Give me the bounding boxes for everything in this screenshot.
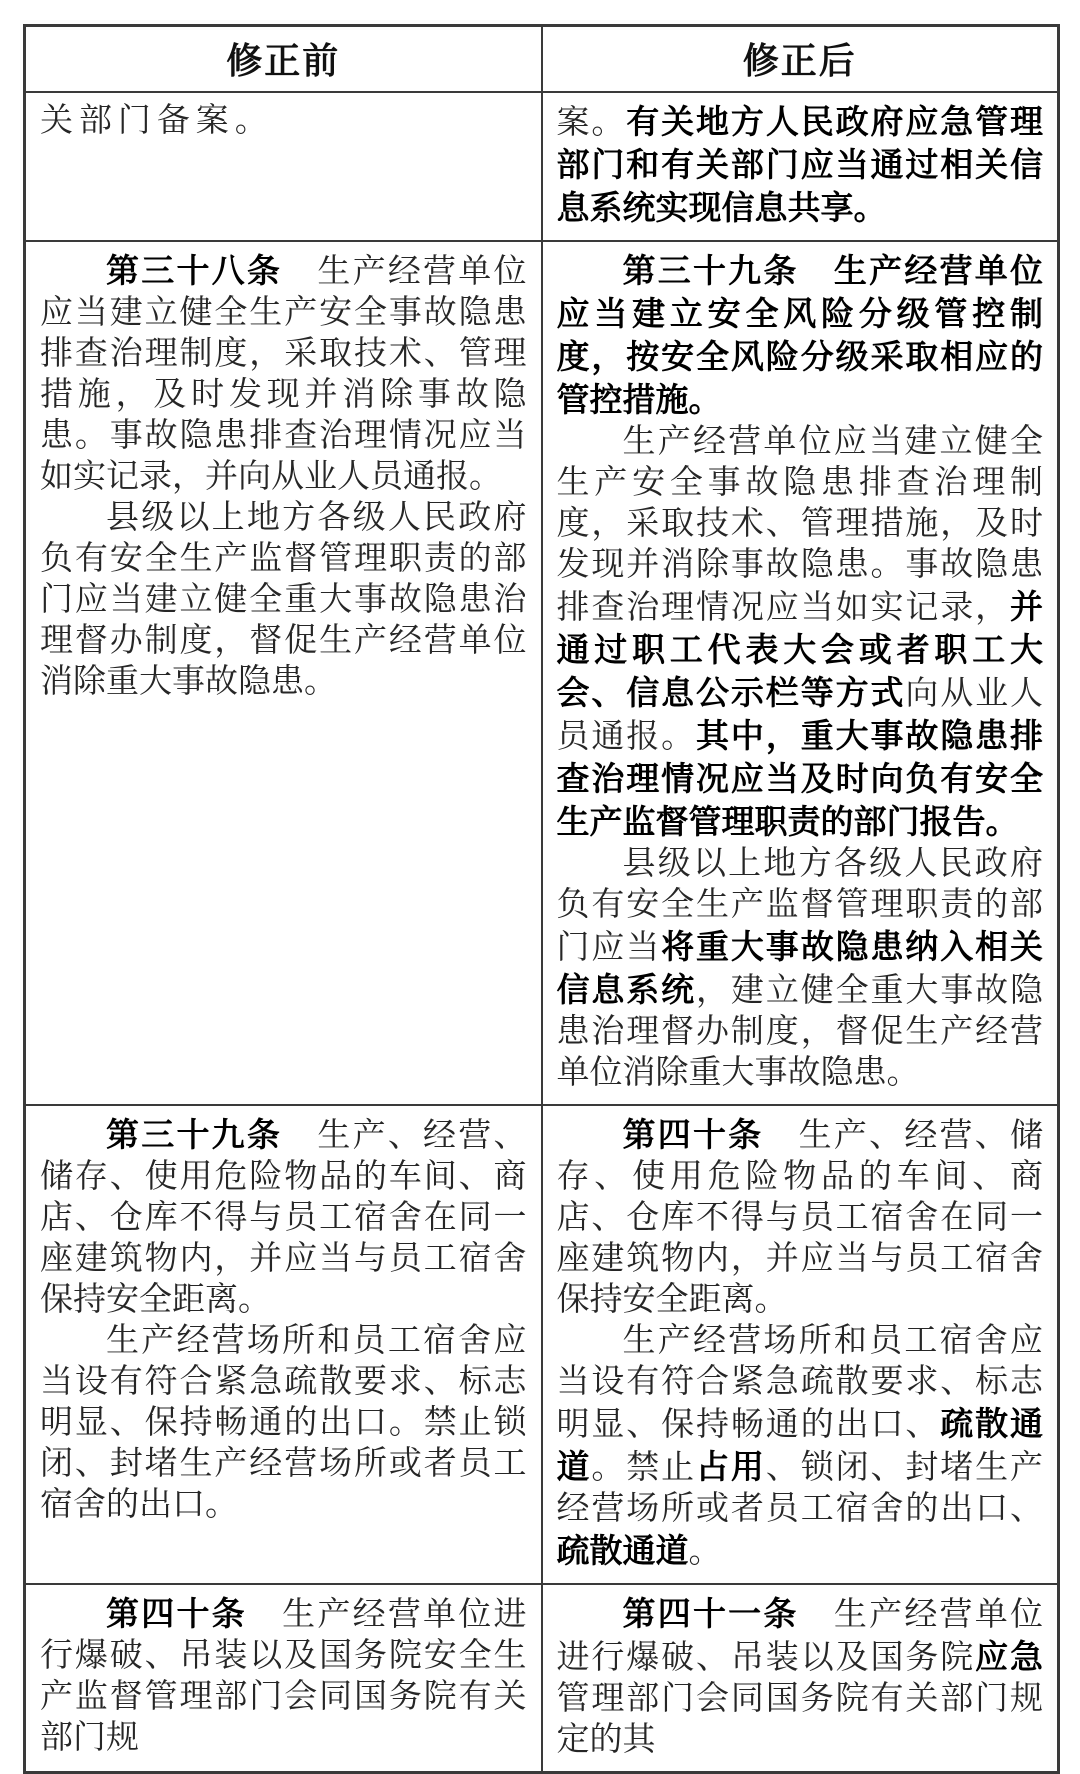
paragraph <box>557 250 1044 422</box>
cell-before <box>25 1105 542 1584</box>
amended-text: 第四十一条 <box>622 1594 799 1632</box>
column-header-after: 修正后 <box>542 26 1059 92</box>
table-row <box>25 92 1059 241</box>
original-text: 生产经营场所和员工宿舍应当设有符合紧急疏散要求、标志明显、保持畅通的出口。禁止锁闭、封堵生产经营场所或者员工宿舍的出口。 <box>40 1322 527 1523</box>
amended-text: 第三十九条 生产经营单位应当建立安全风险分级管控制度，按安全风险分级采取相应的管控措施。 <box>556 251 1043 418</box>
original-text: 生产、经营、储存、使用危险物品的车间、商店、仓库不得与员工宿舍在同一座建筑物内，并应当与员工宿舍保持安全距离。 <box>40 1117 527 1318</box>
original-text: 关部门备案。 <box>40 102 274 139</box>
paragraph <box>557 1593 1044 1761</box>
cell-after <box>542 241 1059 1105</box>
amended-text: 第三十八条 <box>106 251 283 289</box>
table-row <box>25 1105 1059 1584</box>
original-text: 县级以上地方各级人民政府负有安全生产监督管理职责的部门应当建立健全重大事故隐患治理督办制度，督促生产经营单位消除重大事故隐患。 <box>40 499 527 700</box>
amended-text: 第四十条 <box>106 1594 247 1632</box>
paragraph <box>40 498 527 703</box>
column-header-before: 修正前 <box>25 26 542 92</box>
paragraph <box>40 250 527 498</box>
paragraph <box>40 1114 527 1321</box>
amended-text: 第三十九条 <box>106 1115 283 1153</box>
amended-text: 其中，重大事故隐患排查治理情况应当及时向负有安全生产监督管理职责的部门报告。 <box>556 716 1044 840</box>
original-text: 生产经营单位进行爆破、吊装以及国务院 <box>556 1596 1044 1676</box>
header-row <box>25 26 1059 92</box>
paragraph <box>557 101 1044 230</box>
original-text: 县级以上地方各级人民政府负有安全生产监督管理职责的部门应当 <box>556 845 1043 966</box>
original-text: 管理部门会同国务院有关部门规定的其 <box>556 1680 1043 1758</box>
original-text: 。 <box>688 1533 722 1570</box>
table-body <box>25 92 1059 1773</box>
cell-after <box>542 1584 1059 1773</box>
paragraph <box>557 1321 1044 1573</box>
amended-text: 并通过职工代表大会或者职工大会、信息公示栏等方式 <box>556 587 1043 711</box>
paragraph <box>40 1321 527 1526</box>
amended-text: 疏散通道 <box>556 1404 1044 1485</box>
paragraph <box>557 422 1044 844</box>
table-row <box>25 1584 1059 1773</box>
table-header <box>25 26 1059 92</box>
amended-text: 应急 <box>975 1637 1044 1675</box>
cell-after <box>542 1105 1059 1584</box>
original-text: 生产经营单位进行爆破、吊装以及国务院安全生产监督管理部门会同国务院有关部门规 <box>40 1596 527 1756</box>
original-text: 向从业人员通报。 <box>556 675 1044 755</box>
amended-text: 占用 <box>696 1447 766 1485</box>
amended-text: 将重大事故隐患纳入相关信息系统 <box>556 927 1044 1008</box>
original-text: 生产、经营、储存、使用危险物品的车间、商店、仓库不得与员工宿舍在同一座建筑物内，并应当与员工宿舍保持安全距离。 <box>556 1117 1044 1318</box>
table-row <box>25 241 1059 1105</box>
original-text: 生产经营场所和员工宿舍应当设有符合紧急疏散要求、标志明显、保持畅通的出口、 <box>556 1322 1043 1443</box>
cell-before <box>25 92 542 241</box>
cell-before <box>25 241 542 1105</box>
paragraph <box>40 1593 527 1759</box>
original-text: ，建立健全重大事故隐患治理督办制度，督促生产经营单位消除重大事故隐患。 <box>556 972 1044 1091</box>
paragraph <box>40 101 527 142</box>
original-text: 生产经营单位应当建立健全生产安全事故隐患排查治理制度，采取技术、管理措施，及时发现并消除事故隐患。事故隐患排查治理情况应当如实记录， <box>556 423 1043 626</box>
amended-text: 疏散通道 <box>556 1531 689 1569</box>
amended-text: 有关地方人民政府应急管理部门和有关部门应当通过相关信息系统实现信息共享。 <box>556 102 1044 226</box>
original-text: 。禁止 <box>591 1449 697 1486</box>
cell-after <box>542 92 1059 241</box>
original-text: 生产经营单位应当建立健全生产安全事故隐患排查治理制度，采取技术、管理措施，及时发现并消除事故隐患。事故隐患排查治理情况应当如实记录，并向从业人员通报。 <box>40 253 527 495</box>
paragraph <box>557 844 1044 1094</box>
original-text: 、锁闭、封堵生产经营场所或者员工宿舍的出口、 <box>556 1449 1044 1527</box>
cell-before <box>25 1584 542 1773</box>
paragraph <box>557 1114 1044 1321</box>
original-text: 案。 <box>556 104 627 141</box>
amendment-comparison-table <box>23 24 1060 1774</box>
amended-text: 第四十条 <box>622 1115 764 1153</box>
